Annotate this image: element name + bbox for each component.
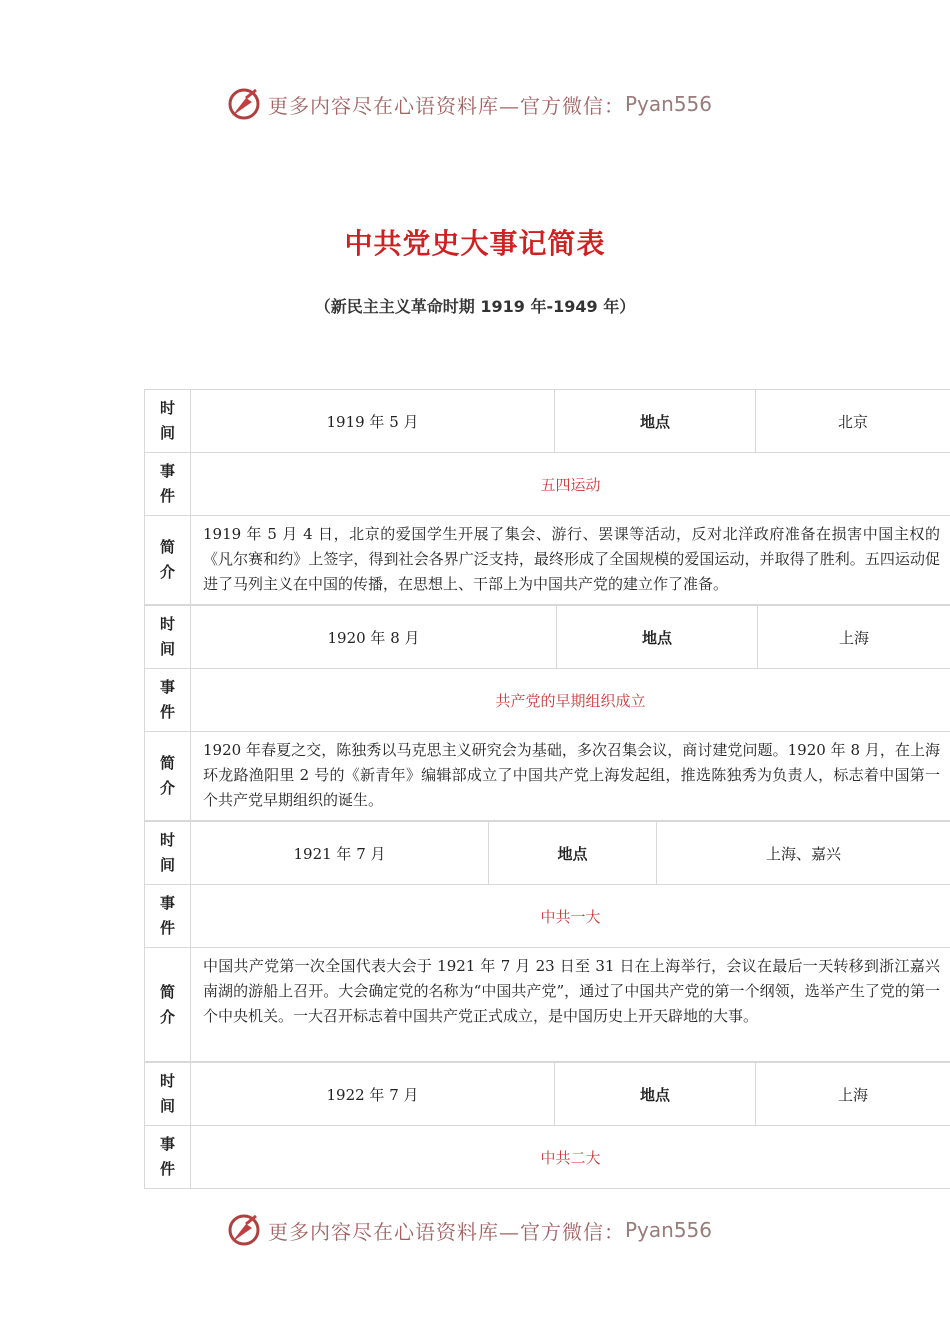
intro-row [145, 948, 950, 1062]
time-row [145, 390, 950, 453]
events-table [144, 389, 950, 1189]
event-label: 事 件 [145, 885, 191, 947]
place-value: 北京 [837, 412, 868, 431]
intro-row [145, 732, 950, 821]
time-value: 1922 年 7 月 [191, 1063, 555, 1125]
place-label: 地点 [557, 606, 758, 668]
event-row [145, 1126, 950, 1189]
banner-wechat-id: Pyan556 [625, 1218, 713, 1242]
event-row [145, 453, 950, 516]
event-name: 共产党的早期组织成立 [495, 691, 646, 710]
event-block [144, 821, 950, 1062]
event-row [145, 669, 950, 732]
banner-text: 更多内容尽在心语资料库—官方微信： [268, 93, 625, 118]
time-label: 时 间 [145, 822, 191, 884]
place-label: 地点 [555, 1063, 756, 1125]
place-value: 上海 [837, 1085, 868, 1104]
time-value: 1920 年 8 月 [191, 606, 557, 668]
page-subtitle: （新民主主义革命时期 1919 年-1949 年） [314, 297, 636, 316]
event-block [144, 389, 950, 605]
intro-text: 1920 年春夏之交，陈独秀以马克思主义研究会为基础，多次召集会议，商讨建党问题。1920 年 8 月，在上海环龙路渔阳里 2 号的《新青年》编辑部成立了中国共产党上海发起组，推选陈独秀为负责人，标志着中国第一个共产党早期组织的诞生。 [203, 741, 940, 809]
place-label: 地点 [555, 390, 756, 452]
time-value: 1921 年 7 月 [191, 822, 489, 884]
event-label: 事 件 [145, 669, 191, 731]
event-name: 五四运动 [540, 475, 601, 494]
pen-nib-logo-icon [226, 1212, 262, 1248]
banner-text: 更多内容尽在心语资料库—官方微信： [268, 1219, 625, 1244]
header-banner [226, 84, 712, 124]
place-value: 上海、嘉兴 [765, 844, 841, 863]
event-row [145, 885, 950, 948]
intro-text: 中国共产党第一次全国代表大会于 1921 年 7 月 23 日至 31 日在上海举行，会议在最后一天转移到浙江嘉兴南湖的游船上召开。大会确定党的名称为“中国共产党”，通过了中国共产党的第一个纲领，选举产生了党的第一个中央机关。一大召开标志着中国共产党正式成立，是中国历史上开天辟地的大事。 [203, 957, 940, 1025]
page-title: 中共党史大事记简表 [344, 227, 606, 260]
time-row [145, 822, 950, 885]
intro-text: 1919 年 5 月 4 日，北京的爱国学生开展了集会、游行、罢课等活动，反对北洋政府准备在损害中国主权的《凡尔赛和约》上签字，得到社会各界广泛支持，最终形成了全国规模的爱国运动，并取得了胜利。五四运动促进了马列主义在中国的传播，在思想上、干部上为中国共产党的建立作了准备。 [203, 525, 940, 593]
intro-label: 简 介 [145, 732, 191, 820]
time-row [145, 1063, 950, 1126]
event-label: 事 件 [145, 1126, 191, 1188]
time-row [145, 606, 950, 669]
time-label: 时 间 [145, 1063, 191, 1125]
event-name: 中共二大 [540, 1148, 601, 1167]
intro-label: 简 介 [145, 516, 191, 604]
event-name: 中共一大 [540, 907, 601, 926]
pen-nib-logo-icon [226, 86, 262, 122]
time-label: 时 间 [145, 606, 191, 668]
time-value: 1919 年 5 月 [191, 390, 555, 452]
banner-wechat-id: Pyan556 [625, 92, 713, 116]
intro-row [145, 516, 950, 605]
footer-banner [226, 1210, 712, 1250]
place-label: 地点 [489, 822, 657, 884]
intro-label: 简 介 [145, 948, 191, 1061]
event-block [144, 605, 950, 821]
event-block [144, 1062, 950, 1189]
event-label: 事 件 [145, 453, 191, 515]
place-value: 上海 [838, 628, 869, 647]
time-label: 时 间 [145, 390, 191, 452]
